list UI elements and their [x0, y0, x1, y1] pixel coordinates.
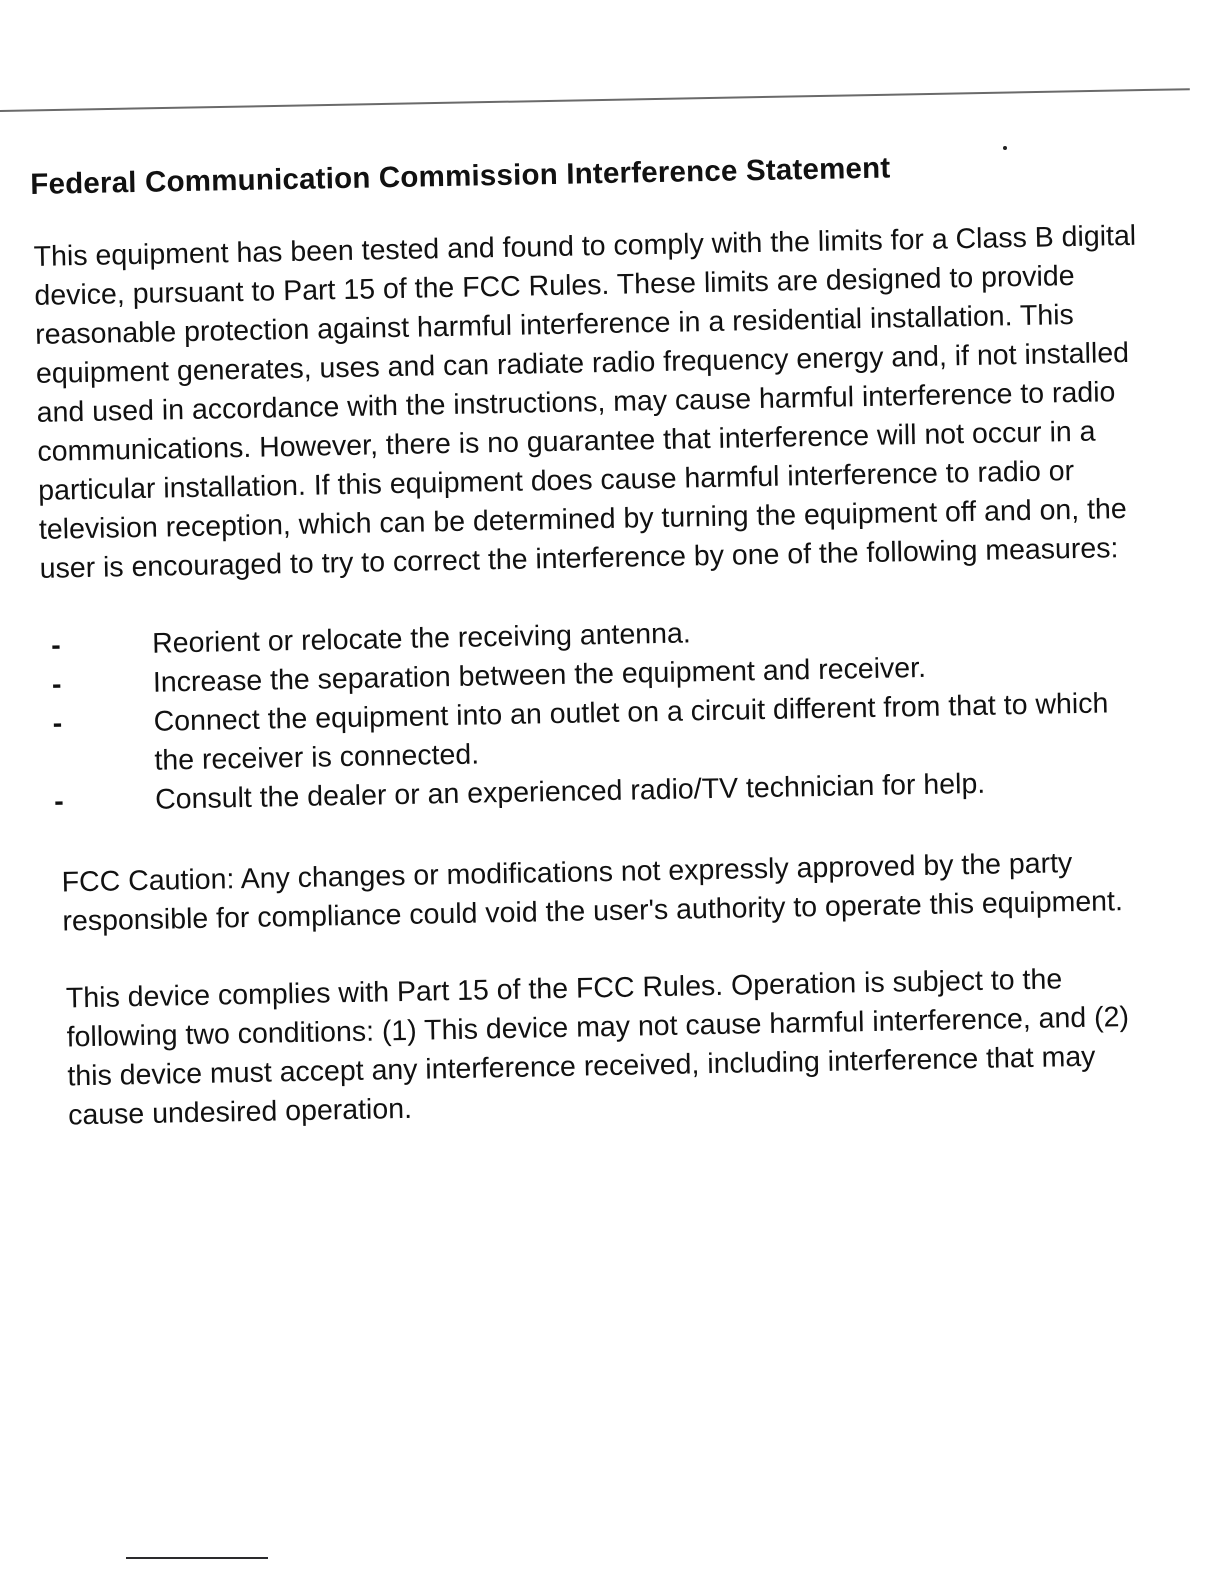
measures-list — [39, 605, 1173, 822]
measure-text: Consult the dealer or an experienced radio/TV technician for help. — [154, 767, 986, 816]
measure-text: Reorient or relocate the receiving antenna. — [151, 617, 692, 660]
statement-content — [30, 146, 1178, 1136]
bottom-rule-line — [126, 1557, 268, 1559]
measure-text: Increase the separation between the equipment and receiver. — [152, 651, 927, 699]
bullet-dash: - — [51, 668, 62, 701]
intro-paragraph: This equipment has been tested and found to comply with the limits for a Class B digital device, pursuant to Part 15 of the FCC Rules. These limits are designed to provide reasonable protection against harmful interference in a residential installation. This equipment generates, uses and can radiate radio frequency energy and, if not installed and used in accordance with the instructions, may cause harmful interference to radio communications. However, there is no guarantee that interference will not occur in a particular installation. If this equipment does cause harmful interference to radio or television reception, which can be determined by turning the equipment off and on, the user is encouraged to try to correct the interference by one of the following measures: — [33, 219, 1137, 585]
document-title: Federal Communication Commission Interference Statement — [30, 151, 891, 201]
compliance-paragraph: This device complies with Part 15 of the FCC Rules. Operation is subject to the following two conditions: (1) This device may not cause harmful interference, and (2) this device must accept any interference received, including interference that may cause undesired operation. — [65, 963, 1130, 1132]
measure-text: Connect the equipment into an outlet on a circuit different from that to which the receiver is connected. — [153, 687, 1109, 777]
fcc-caution-paragraph: FCC Caution: Any changes or modifications not expressly approved by the party responsible for compliance could void the user's authority to operate this equipment. — [61, 847, 1124, 938]
bullet-dash: - — [50, 629, 61, 662]
bullet-dash: - — [53, 785, 64, 818]
bullet-dash: - — [52, 707, 63, 740]
top-rule-line — [0, 88, 1190, 112]
